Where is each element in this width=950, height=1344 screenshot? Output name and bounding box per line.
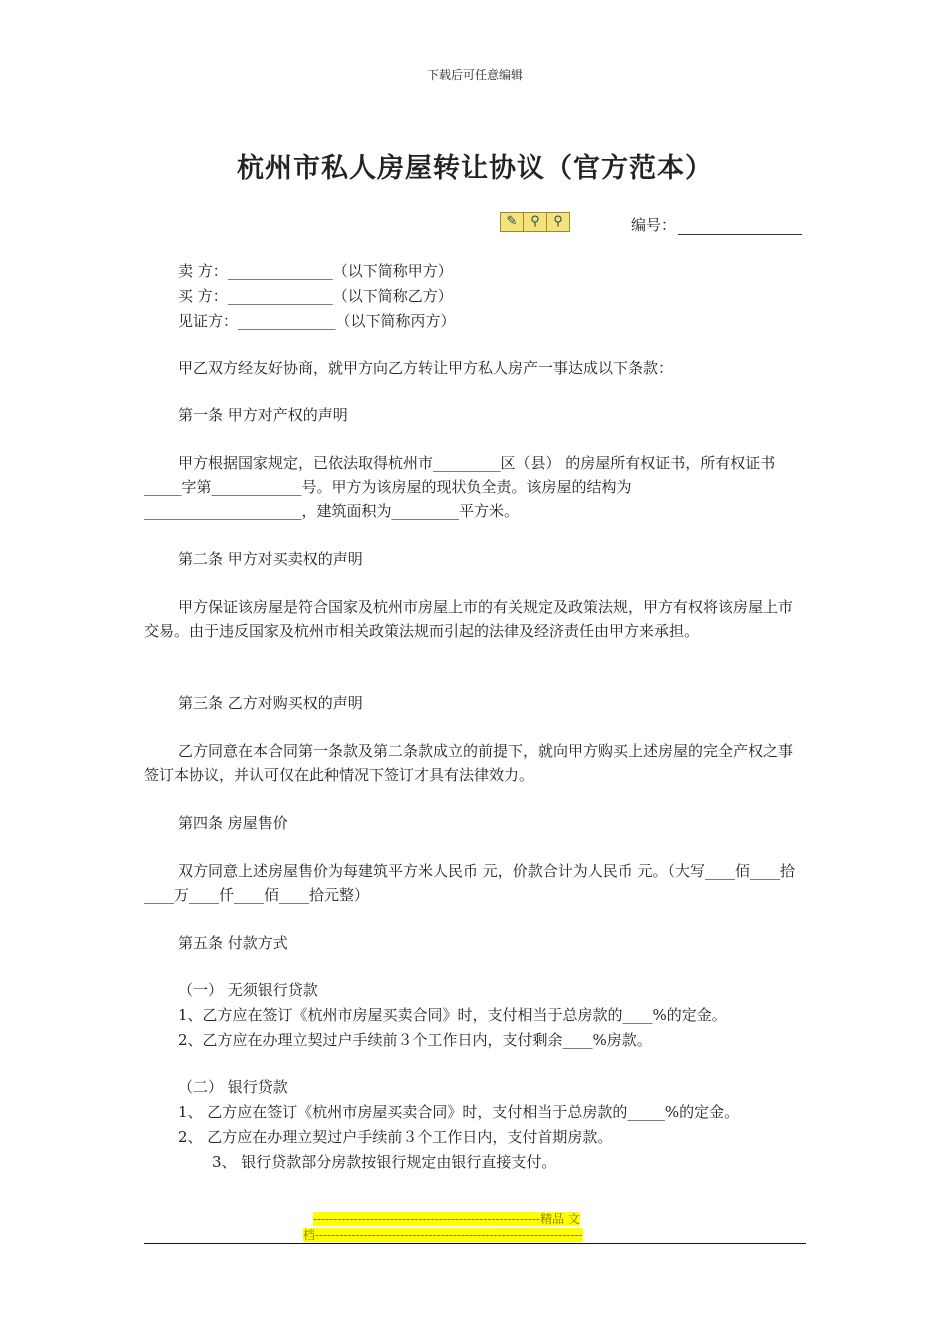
- footer-line-1: --------------------------------------------------------精品 文: [313, 1212, 580, 1226]
- document-number: [631, 214, 802, 235]
- article-4-body: 双方同意上述房屋售价为每建筑平方米人民币 元，价款合计为人民币 元。（大写____佰____拾____万____仟____佰____拾元整）: [144, 862, 796, 904]
- number-blank: [678, 220, 802, 235]
- article-5-title: 第五条 付款方式: [178, 934, 288, 952]
- footer-line-2: 档------------------------------------------------------------------: [303, 1228, 583, 1242]
- article-4-title: 第四条 房屋售价: [178, 814, 288, 832]
- section-1-title: （一） 无须银行贷款: [178, 981, 318, 999]
- footer-watermark: [303, 1211, 583, 1243]
- footer-rule: [144, 1243, 806, 1244]
- section-1-item-2: 2、乙方应在办理立契过户手续前３个工作日内，支付剩余____%房款。: [178, 1031, 652, 1049]
- section-2-item-2: 2、 乙方应在办理立契过户手续前３个工作日内，支付首期房款。: [178, 1128, 613, 1146]
- header-note: 下载后可任意编辑: [426, 68, 523, 82]
- article-2-title: 第二条 甲方对买卖权的声明: [178, 550, 363, 568]
- article-2-body: 甲方保证该房屋是符合国家及杭州市房屋上市的有关规定及政策法规，甲方有权将该房屋上市交易。由于违反国家及杭州市相关政策法规而引起的法律及经济责任由甲方来承担。: [144, 598, 794, 640]
- article-1-body: 甲方根据国家规定，已依法取得杭州市_________区（县） 的房屋所有权证书，所有权证书_____字第____________号。甲方为该房屋的现状负全责。该房屋的结构为 _____________________，建筑面积为_________平方米。: [144, 454, 776, 520]
- edit-icon: ✎: [501, 213, 524, 231]
- party-seller: 卖 方：______________（以下简称甲方）: [178, 262, 453, 280]
- section-2-item-1: 1、 乙方应在签订《杭州市房屋买卖合同》时，支付相当于总房款的_____%的定金。: [178, 1103, 740, 1121]
- document-title: 杭州市私人房屋转让协议（官方范本）: [237, 153, 713, 184]
- article-3-title: 第三条 乙方对购买权的声明: [178, 694, 363, 712]
- attach-icon: ⚲: [553, 214, 563, 229]
- article-3-body: 乙方同意在本合同第一条款及第二条款成立的前提下，就向甲方购买上述房屋的完全产权之事签订本协议，并认可仅在此种情况下签订才具有法律效力。: [144, 742, 794, 784]
- party-witness: 见证方：_____________（以下简称丙方）: [178, 312, 456, 330]
- icon-toolbar: [500, 212, 570, 232]
- intro-paragraph: 甲乙双方经友好协商，就甲方向乙方转让甲方私人房产一事达成以下条款：: [178, 359, 674, 377]
- section-2-item-3: 3、 银行贷款部分房款按银行规定由银行直接支付。: [212, 1153, 557, 1171]
- section-2-title: （二） 银行贷款: [178, 1078, 288, 1096]
- article-1-title: 第一条 甲方对产权的声明: [178, 406, 348, 424]
- number-label: 编号：: [631, 216, 677, 234]
- party-buyer: 买 方：______________（以下简称乙方）: [178, 287, 453, 305]
- section-1-item-1: 1、乙方应在签订《杭州市房屋买卖合同》时，支付相当于总房款的____%的定金。: [178, 1006, 727, 1024]
- link-icon: ⚲: [524, 213, 547, 231]
